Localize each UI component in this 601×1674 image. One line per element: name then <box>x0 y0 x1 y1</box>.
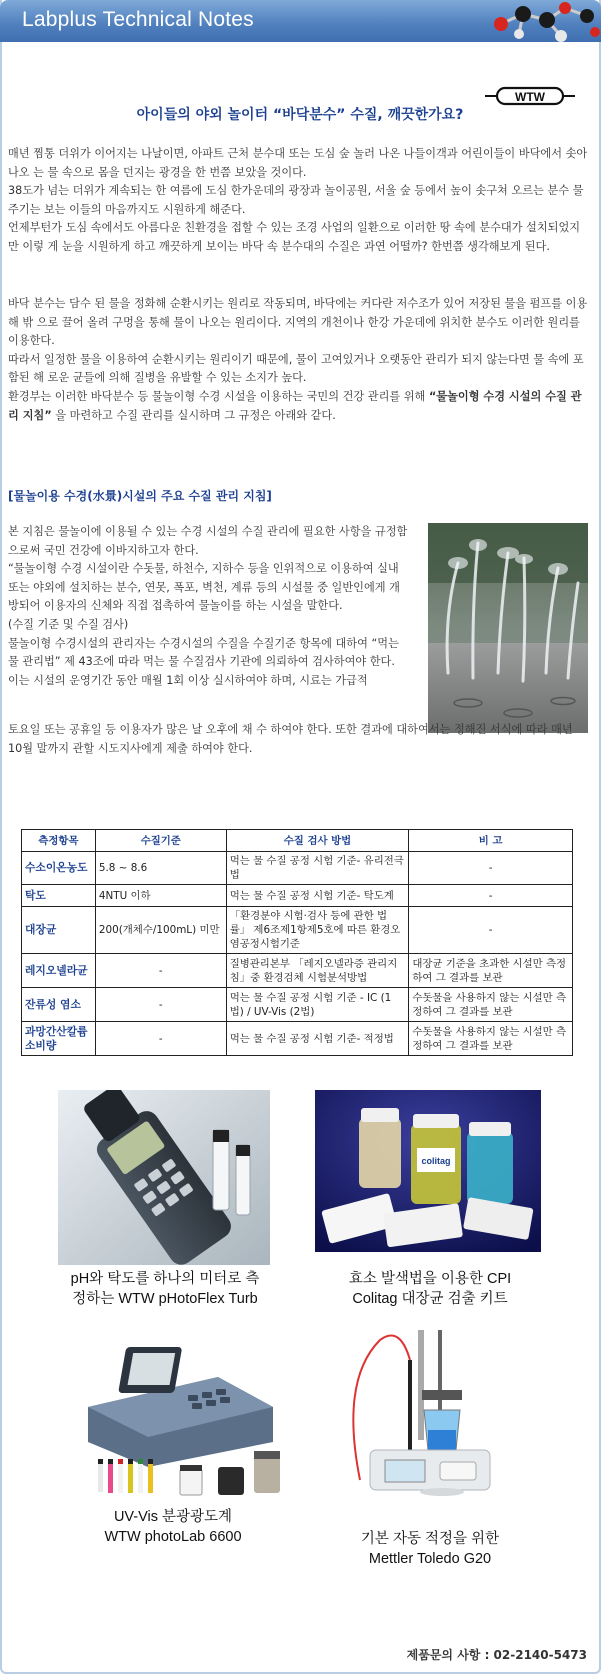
caption-line: Colitag 대장균 검출 키트 <box>352 1291 508 1307</box>
caption-line: pH와 탁도를 하나의 미터로 측 <box>70 1271 260 1287</box>
table-cell: 수소이온농도 <box>22 852 96 885</box>
table-cell: - <box>409 885 573 907</box>
table-cell: 먹는 물 수질 공정 시험 기준 - IC (1법) / UV-Vis (2법) <box>226 988 409 1022</box>
colitag-kit-image <box>315 1090 541 1252</box>
table-cell: 수돗물을 사용하지 않는 시설만 측정하여 그 결과를 보관 <box>409 988 573 1022</box>
table-header: 비 고 <box>409 830 573 852</box>
molecule-icon <box>461 0 601 42</box>
product-caption <box>305 1529 555 1569</box>
principle-text-post: 을 마련하고 수질 관리를 실시하며 그 규정은 아래와 같다. <box>51 408 336 422</box>
table-header: 수질 검사 방법 <box>226 830 409 852</box>
header-title: Labplus Technical Notes <box>22 8 254 31</box>
section-heading: [물놀이용 수경(水景)시설의 주요 수질 관리 지침] <box>8 489 272 503</box>
intro-text <box>8 145 590 257</box>
guideline-paragraph: “물놀이형 수경 시설이란 수돗물, 하천수, 지하수 등을 인위적으로 이용하여 실내 또는 야외에 설치하는 분수, 연못, 폭포, 벽천, 계류 등의 시설물 중 일반인에게 개방되어 이용자의 신체와 직접 접촉하여 물놀이를 하는 시설을 말한다. <box>8 562 400 613</box>
table-cell: - <box>95 1022 226 1056</box>
table-row <box>22 1022 573 1056</box>
guideline-full-text: 토요일 또는 공휴일 등 이용자가 많은 날 오후에 채 수 하여야 한다. 또한 결과에 대하여서는 정해진 서식에 따라 매년 10월 말까지 관할 시도지사에게 제출 하여야 한다. <box>8 723 573 755</box>
g20-titrator-image <box>330 1320 520 1510</box>
fountain-photo <box>428 523 588 733</box>
guideline-paragraph: 본 지침은 물놀이에 이용될 수 있는 수경 시설의 수질 관리에 필요한 사항을 규정함으로써 국민 건강에 이바지하고자 한다. <box>8 525 408 557</box>
table-header: 측정항목 <box>22 830 96 852</box>
table-cell: - <box>95 954 226 988</box>
table-cell: 먹는 물 수질 공정 시험 기준- 적정법 <box>226 1022 409 1056</box>
product-caption <box>305 1269 555 1309</box>
table-cell: 대장균 기준을 초과한 시설만 측정하여 그 결과를 보관 <box>409 954 573 988</box>
principle-text <box>8 295 590 425</box>
photolab-spectrophotometer-image <box>68 1337 288 1502</box>
table-row <box>22 852 573 885</box>
intro-paragraph: 언제부턴가 도심 속에서도 아름다운 친환경을 접할 수 있는 조경 사업의 일환으로 이러한 땅 속에 분수대가 설치되었지만 이렇 게 눈을 시원하게 하고 깨끗하게 보이는 바닥 속 분수대의 수질은 과연 어떨까? 한번쯤 생각해보게 된다. <box>8 221 581 253</box>
guideline-paragraph: 물놀이형 수경시설의 관리자는 수경시설의 수질을 수질기준 항목에 대하여 “먹는 물 관리법” 제 43조에 따라 먹는 물 수질검사 기관에 의뢰하여 검사하여야 한다. <box>8 636 399 669</box>
principle-paragraph <box>8 388 590 425</box>
guideline-paragraph: 이는 시설의 운영기간 동안 매월 1회 이상 실시하여야 하며, 시료는 가급적 <box>8 673 368 687</box>
article-title: 아이들의 야외 놀이터 “바닥분수” 수질, 깨끗한가요? <box>136 107 464 123</box>
caption-line: 정하는 WTW pHotoFlex Turb <box>72 1291 258 1307</box>
table-cell: 대장균 <box>22 907 96 954</box>
principle-text-pre: 환경부는 이러한 바닥분수 등 물놀이형 수경 시설을 이용하는 국민의 건강 관리를 위해 <box>8 389 429 403</box>
table-cell: 먹는 물 수질 공정 시험 기준- 유리전극법 <box>226 852 409 885</box>
wtw-logo <box>485 86 575 106</box>
table-cell: 레지오넬라균 <box>22 954 96 988</box>
table-cell: 「환경분야 시험·검사 등에 관한 법률」 제6조제1항제5호에 따른 환경오염공정시험기준 <box>226 907 409 954</box>
caption-line: 효소 발색법을 이용한 CPI <box>348 1271 512 1287</box>
table-cell: 먹는 물 수질 공정 시험 기준- 탁도계 <box>226 885 409 907</box>
table-cell: 질병관리본부 「레지오넬라증 관리지침」중 환경검체 시험분석방법 <box>226 954 409 988</box>
colitag-label: colitag <box>421 1156 451 1166</box>
guideline-paragraph: (수질 기준 및 수질 검사) <box>8 617 129 631</box>
table-cell: 잔류성 염소 <box>22 988 96 1022</box>
caption-line: UV-Vis 분광광도계 <box>113 1509 233 1525</box>
principle-paragraph: 바닥 분수는 담수 된 물을 정화해 순환시키는 원리로 작동되며, 바닥에는 커다란 저수조가 있어 저장된 물을 펌프를 이용해 밖 으로 끌어 올려 구멍을 통해 물이 나오는 원리이다. 지역의 개천이나 한강 가운데에 위치한 분수도 이러한 원리를 이용한다. <box>8 297 588 348</box>
intro-paragraph: 38도가 넘는 더위가 계속되는 한 여름에 도심 한가운데의 광장과 놀이공원, 서울 숲 등에서 높이 솟구쳐 오르는 분수 물주기는 보는 이들의 마음까지도 시원하게 해준다. <box>8 184 584 216</box>
table-header-row <box>22 830 573 852</box>
table-cell: 4NTU 이하 <box>95 885 226 907</box>
table-cell: 과망간산칼륨 소비량 <box>22 1022 96 1056</box>
table-header: 수질기준 <box>95 830 226 852</box>
table-cell: 200(개체수/100mL) 미만 <box>95 907 226 954</box>
table-cell: - <box>409 852 573 885</box>
caption-line: Mettler Toledo G20 <box>368 1551 492 1567</box>
table-cell: - <box>95 988 226 1022</box>
caption-line: 기본 자동 적정을 위한 <box>360 1531 500 1547</box>
table-row <box>22 954 573 988</box>
photoflex-meter-image <box>58 1090 270 1265</box>
intro-paragraph: 매년 찜통 더위가 이어지는 나날이면, 아파트 근처 분수대 또는 도심 숲 놀러 나온 나들이객과 어린이들이 바닥에서 솟아나오 는 물 속으로 몸을 던지는 광경을 한 번쯤 보았을 것이다. <box>8 147 588 179</box>
table-row <box>22 988 573 1022</box>
product-caption <box>48 1507 298 1547</box>
table-cell: - <box>409 907 573 954</box>
table-cell: 5.8 ~ 8.6 <box>95 852 226 885</box>
table-row <box>22 907 573 954</box>
water-quality-table <box>21 829 573 1056</box>
table-cell: 수돗물을 사용하지 않는 시설만 측정하여 그 결과를 보관 <box>409 1022 573 1056</box>
wtw-logo-text: WTW <box>515 90 545 104</box>
guideline-name-bold: “물놀이형 수경 시설의 수질 관리 지침” <box>8 389 582 422</box>
contact-info: 제품문의 사항 : 02-2140-5473 <box>406 1648 587 1662</box>
guideline-side-text <box>8 523 408 690</box>
table-row <box>22 885 573 907</box>
table-cell: 탁도 <box>22 885 96 907</box>
product-caption <box>40 1269 290 1309</box>
caption-line: WTW photoLab 6600 <box>104 1529 242 1545</box>
header-banner <box>0 0 601 42</box>
principle-paragraph: 따라서 일정한 물을 이용하여 순환시키는 원리이기 때문에, 물이 고여있거나 오랫동안 관리가 되지 않는다면 물 속에 포함된 해 로운 균들에 의해 질병을 유발할 수 있는 소지가 높다. <box>8 352 584 385</box>
